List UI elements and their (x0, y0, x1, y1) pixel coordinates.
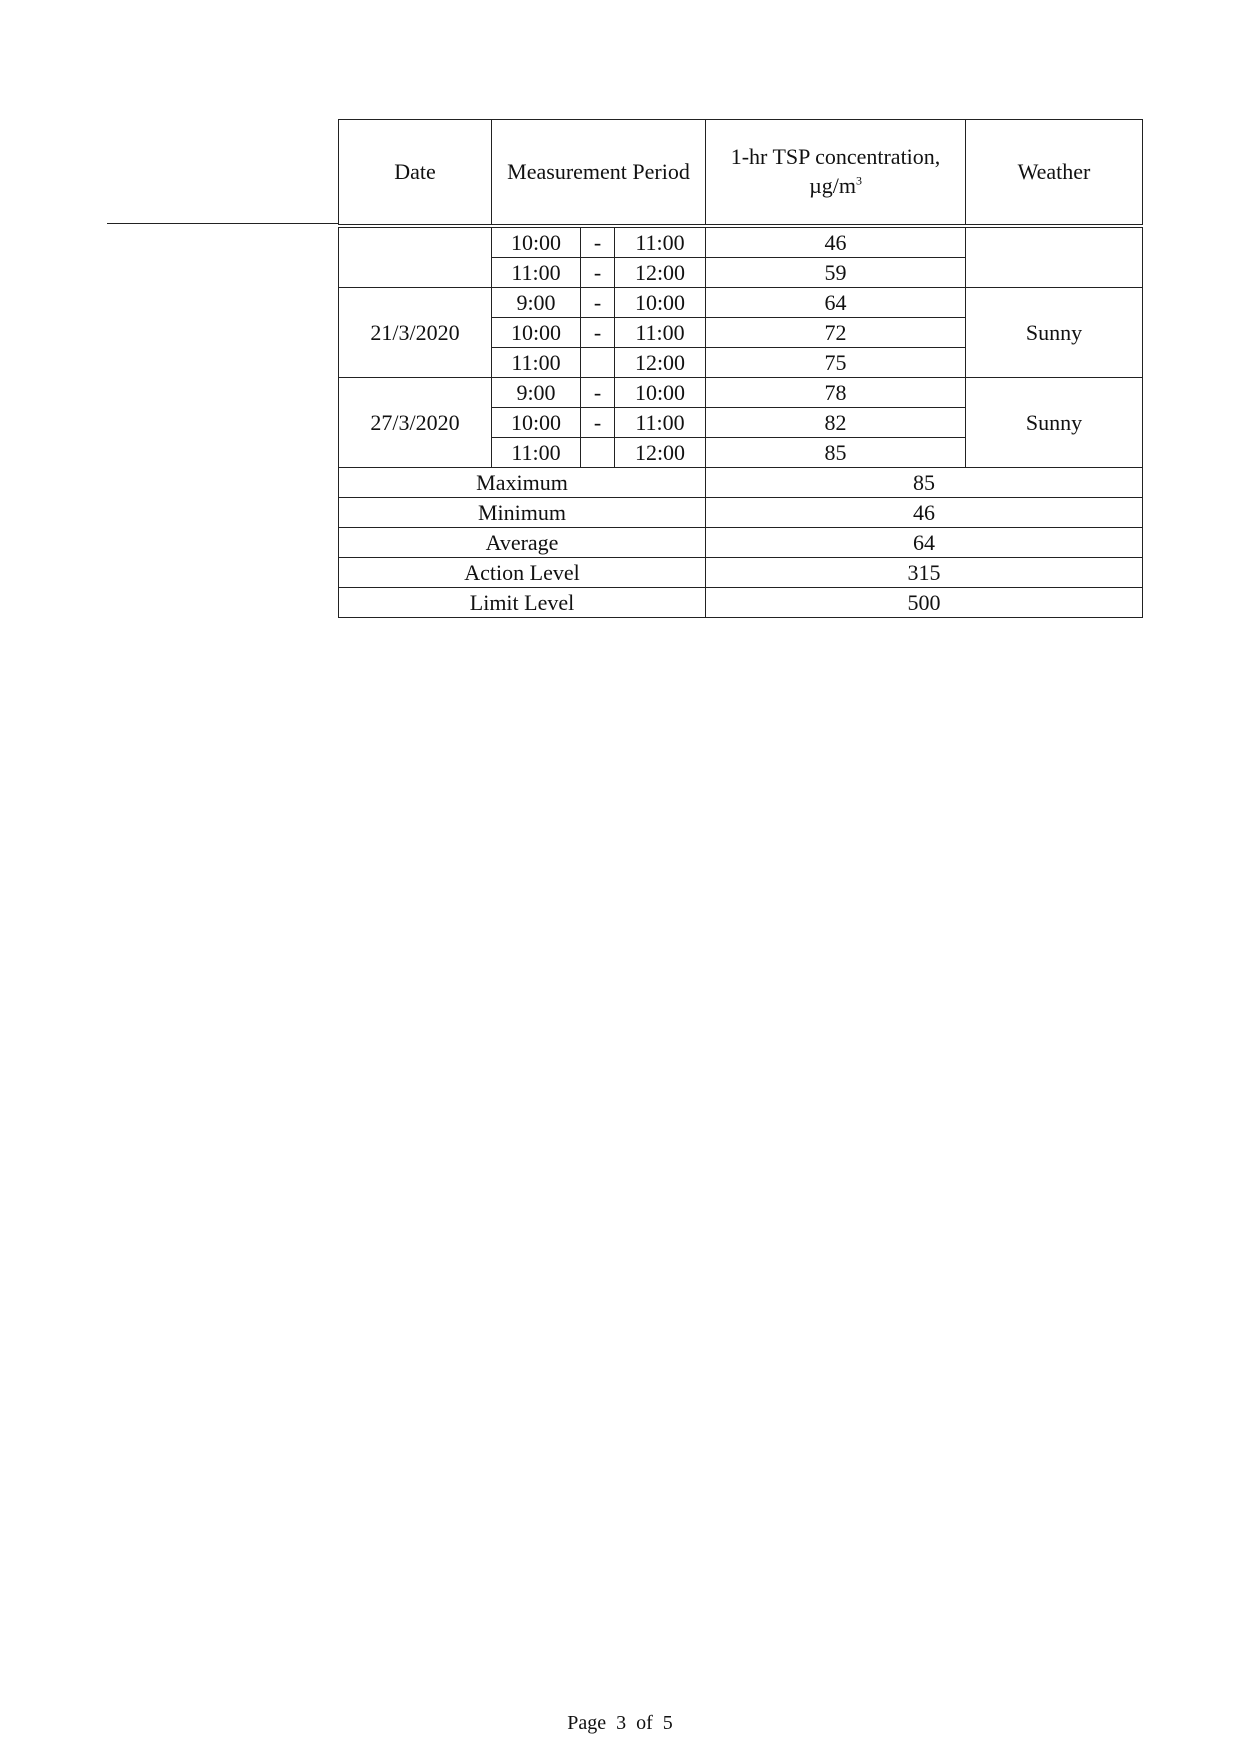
period-end-cell: 11:00 (615, 226, 706, 258)
concentration-cell: 72 (706, 318, 966, 348)
period-start-cell: 11:00 (492, 348, 581, 378)
summary-row (339, 558, 1143, 588)
header-weather: Weather (966, 120, 1143, 227)
tsp-results-table (338, 119, 1143, 618)
period-start-cell: 11:00 (492, 438, 581, 468)
concentration-cell: 46 (706, 226, 966, 258)
period-end-cell: 12:00 (615, 438, 706, 468)
concentration-cell: 59 (706, 258, 966, 288)
header-date: Date (339, 120, 492, 227)
concentration-cell: 78 (706, 378, 966, 408)
date-cell: 27/3/2020 (339, 378, 492, 468)
date-cell: 21/3/2020 (339, 288, 492, 378)
table-row (339, 226, 1143, 258)
period-end-cell: 10:00 (615, 288, 706, 318)
period-end-cell: 12:00 (615, 348, 706, 378)
concentration-cell: 82 (706, 408, 966, 438)
concentration-cell: 85 (706, 438, 966, 468)
period-end-cell: 11:00 (615, 408, 706, 438)
table-body (339, 226, 1143, 618)
header-concentration-label: 1-hr TSP concentration, (730, 144, 941, 170)
summary-row (339, 588, 1143, 618)
summary-row (339, 468, 1143, 498)
header-measurement-period: Measurement Period (492, 120, 706, 227)
page-number (0, 1712, 1240, 1735)
period-separator-cell (581, 348, 615, 378)
period-start-cell: 10:00 (492, 408, 581, 438)
summary-label-cell: Limit Level (339, 588, 706, 618)
header-row (339, 120, 1143, 227)
period-end-cell: 11:00 (615, 318, 706, 348)
weather-cell (966, 226, 1143, 288)
period-separator-cell: - (581, 318, 615, 348)
period-separator-cell: - (581, 378, 615, 408)
page-word: Page (567, 1712, 607, 1734)
page-current: 3 (616, 1712, 627, 1734)
period-start-cell: 10:00 (492, 318, 581, 348)
summary-value-cell: 64 (706, 528, 1143, 558)
period-start-cell: 11:00 (492, 258, 581, 288)
concentration-cell: 75 (706, 348, 966, 378)
period-start-cell: 10:00 (492, 226, 581, 258)
table-row (339, 288, 1143, 318)
period-separator-cell: - (581, 226, 615, 258)
period-start-cell: 9:00 (492, 288, 581, 318)
period-start-cell: 9:00 (492, 378, 581, 408)
period-separator-cell: - (581, 408, 615, 438)
of-word: of (636, 1712, 653, 1734)
date-cell (339, 226, 492, 288)
period-end-cell: 10:00 (615, 378, 706, 408)
period-separator-cell: - (581, 258, 615, 288)
summary-label-cell: Minimum (339, 498, 706, 528)
page-total: 5 (662, 1712, 673, 1734)
period-separator-cell: - (581, 288, 615, 318)
period-separator-cell (581, 438, 615, 468)
period-end-cell: 12:00 (615, 258, 706, 288)
table-row (339, 378, 1143, 408)
summary-value-cell: 500 (706, 588, 1143, 618)
summary-value-cell: 46 (706, 498, 1143, 528)
summary-label-cell: Action Level (339, 558, 706, 588)
left-margin-rule (107, 223, 339, 224)
summary-label-cell: Maximum (339, 468, 706, 498)
header-concentration-unit: µg/m (809, 173, 856, 198)
weather-cell: Sunny (966, 378, 1143, 468)
summary-value-cell: 85 (706, 468, 1143, 498)
summary-label-cell: Average (339, 528, 706, 558)
summary-value-cell: 315 (706, 558, 1143, 588)
header-concentration (706, 120, 966, 227)
summary-row (339, 528, 1143, 558)
header-concentration-unit-exponent: 3 (855, 173, 862, 188)
weather-cell: Sunny (966, 288, 1143, 378)
summary-row (339, 498, 1143, 528)
concentration-cell: 64 (706, 288, 966, 318)
